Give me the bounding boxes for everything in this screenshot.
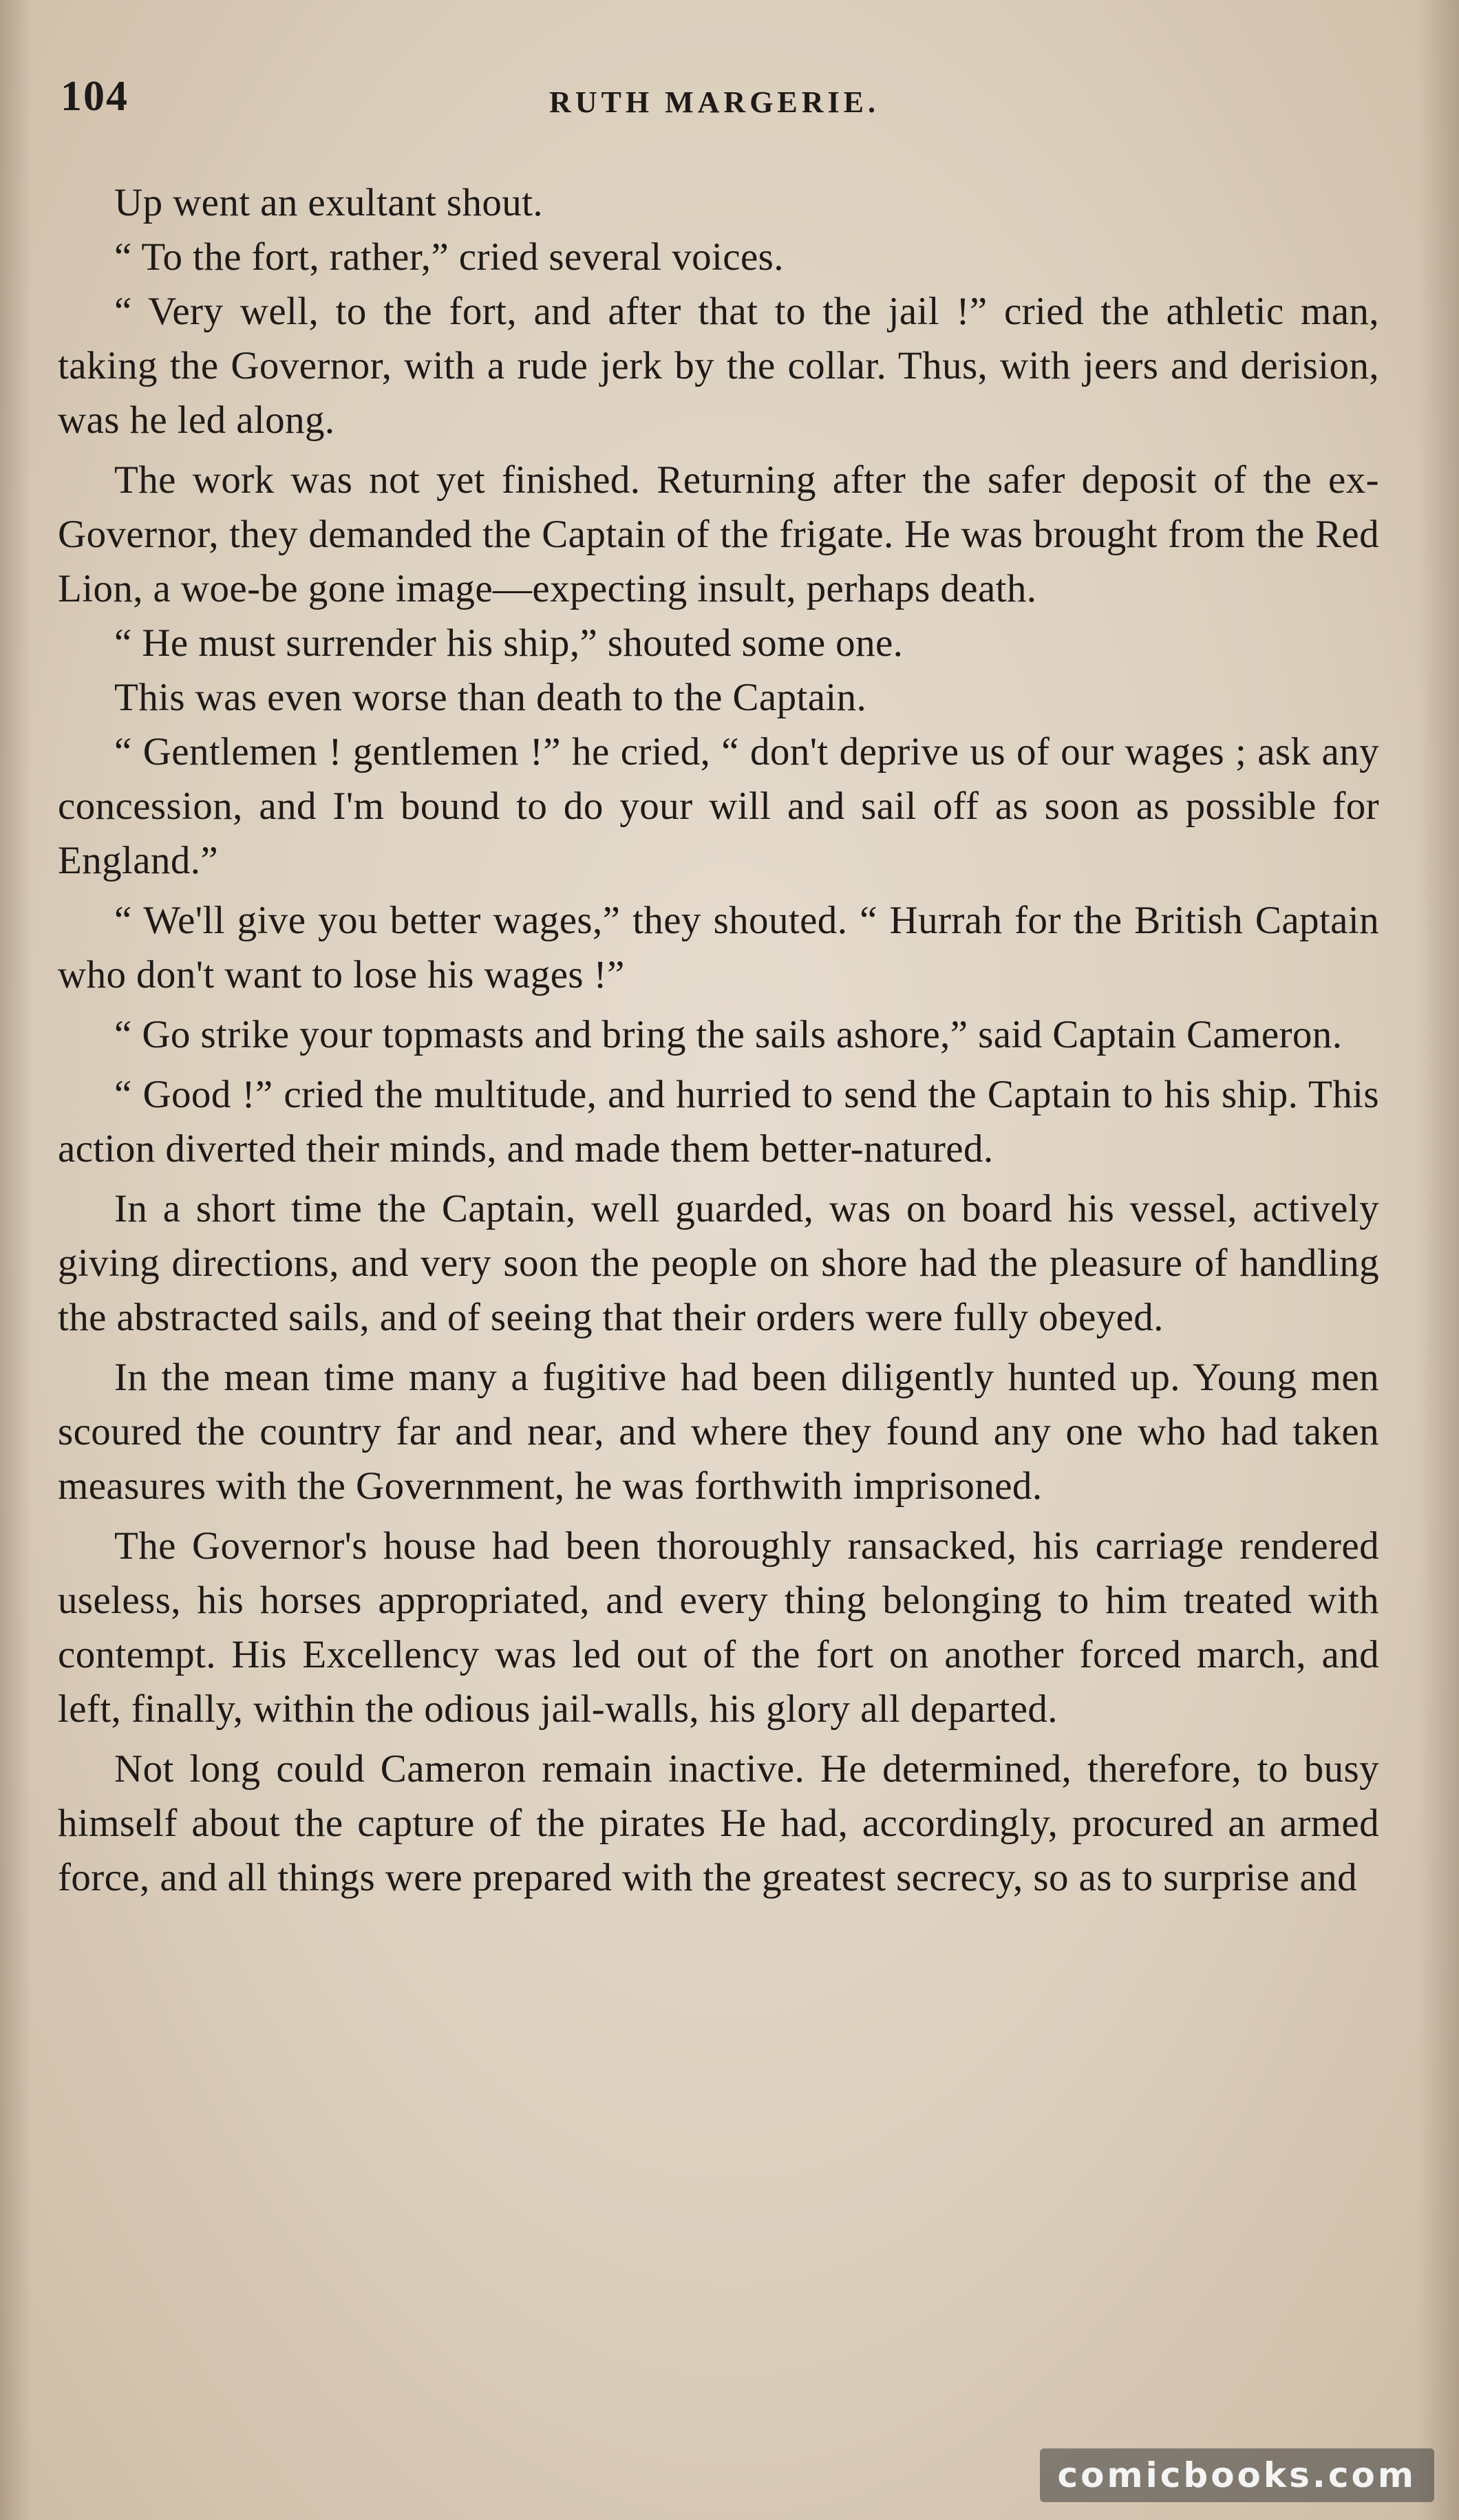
page-number: 104 (61, 73, 129, 120)
paragraph: This was even worse than death to the Captain. (114, 676, 867, 719)
paragraph: “ To the fort, rather,” cried several voices. (114, 235, 784, 279)
page-edge-shadow-right (1418, 0, 1459, 2520)
running-head: RUTH MARGERIE. (549, 85, 880, 119)
page-edge-shadow-left (0, 0, 32, 2520)
paragraph: Not long could Cameron remain inactive. He determined, therefore, to busy himself about the capture of the pirates He had, accordingly, procured an armed force, and all things were prepared with the greatest secrecy, so as to surprise and (58, 1747, 1379, 1899)
paragraph: “ Go strike your topmasts and bring the sails ashore,” said Captain Cameron. (114, 1013, 1343, 1056)
paragraph: “ He must surrender his ship,” shouted some one. (114, 621, 904, 665)
body-text (58, 175, 1379, 1905)
page-header (61, 72, 1368, 120)
paragraph: “ Good !” cried the multitude, and hurried to send the Captain to his ship. This action diverted their minds, and made them better-natured. (58, 1073, 1379, 1171)
paragraph: “ Gentlemen ! gentlemen !” he cried, “ don't deprive us of our wages ; ask any concession, and I'm bound to do your will and sail off as soon as possible for England.” (58, 730, 1379, 882)
paragraph: The Governor's house had been thoroughly ransacked, his carriage rendered useless, his horses appropriated, and every thing belonging to him treated with contempt. His Excellency was led out of the fort on another forced march, and left, finally, within the odious jail-walls, his glory all departed. (58, 1524, 1379, 1731)
paragraph: The work was not yet finished. Returning after the safer deposit of the ex-Governor, they demanded the Captain of the frigate. He was brought from the Red Lion, a woe-be gone image—expecting insult, perhaps death. (58, 458, 1379, 610)
paragraph: “ We'll give you better wages,” they shouted. “ Hurrah for the British Captain who don't want to lose his wages !” (58, 899, 1379, 996)
watermark: comicbooks.com (1040, 2448, 1434, 2502)
paragraph: “ Very well, to the fort, and after that to the jail !” cried the athletic man, taking the Governor, with a rude jerk by the collar. Thus, with jeers and derision, was he led along. (58, 290, 1379, 442)
paragraph: In the mean time many a fugitive had been diligently hunted up. Young men scoured the country far and near, and where they found any one who had taken measures with the Government, he was forthwith imprisoned. (58, 1356, 1379, 1508)
paragraph: In a short time the Captain, well guarded, was on board his vessel, actively giving directions, and very soon the people on shore had the pleasure of handling the abstracted sails, and of seeing that their orders were fully obeyed. (58, 1187, 1379, 1339)
paragraph: Up went an exultant shout. (114, 181, 544, 224)
